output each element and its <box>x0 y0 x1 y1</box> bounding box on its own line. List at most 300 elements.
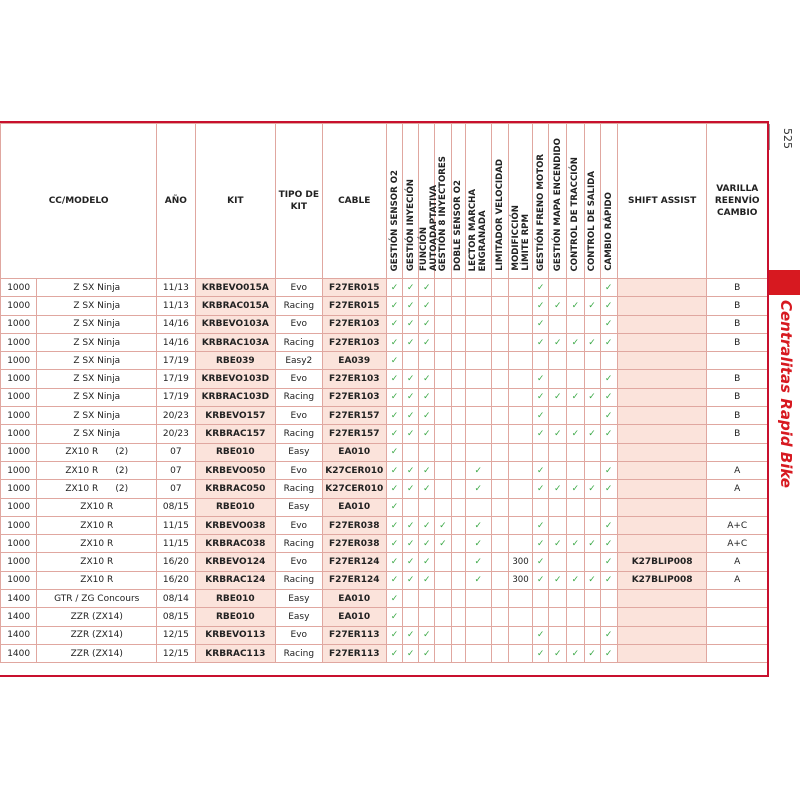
cell-feature <box>403 480 419 498</box>
header-feature: FUNCIÓN AUTOADAPTATIVA <box>419 124 435 279</box>
check-icon: ✓ <box>604 465 613 476</box>
cell-kit: KRBEVO124 <box>195 553 276 571</box>
cell-feature <box>387 461 403 479</box>
cell-feature <box>403 498 419 516</box>
cell-feature <box>465 535 491 553</box>
cell-feature <box>600 571 617 589</box>
cell-year: 17/19 <box>157 352 195 370</box>
cell-kit: RBE010 <box>195 608 276 626</box>
cell-feature <box>465 571 491 589</box>
cell-feature <box>584 352 600 370</box>
cell-feature <box>403 333 419 351</box>
cell-feature <box>491 370 508 388</box>
cell-feature <box>549 608 567 626</box>
check-icon: ✓ <box>390 374 399 385</box>
check-icon: ✓ <box>536 374 545 385</box>
check-icon: ✓ <box>406 538 415 549</box>
cell-feature <box>567 297 584 315</box>
check-icon: ✓ <box>571 429 580 440</box>
cell-feature <box>465 443 491 461</box>
cell-feature <box>387 480 403 498</box>
cell-feature <box>533 407 549 425</box>
cell-feature <box>549 498 567 516</box>
table-row <box>1 333 768 351</box>
cell-feature <box>549 407 567 425</box>
cell-feature <box>387 443 403 461</box>
check-icon: ✓ <box>390 410 399 421</box>
check-icon: ✓ <box>536 648 545 659</box>
cell-feature <box>491 443 508 461</box>
cell-feature <box>387 352 403 370</box>
header-cable: CABLE <box>322 124 387 279</box>
cell-feature <box>584 461 600 479</box>
cell-rod: A+C <box>707 516 768 534</box>
cell-shift-assist <box>617 370 707 388</box>
cell-feature <box>465 315 491 333</box>
cell-kit-type: Racing <box>276 535 322 553</box>
cell-feature <box>491 571 508 589</box>
check-icon: ✓ <box>604 319 613 330</box>
cell-feature <box>600 297 617 315</box>
cell-cc: 1000 <box>1 516 37 534</box>
header-feature: GESTIÓN 8 INYECTORES <box>435 124 451 279</box>
cell-feature <box>465 590 491 608</box>
check-icon: ✓ <box>406 465 415 476</box>
check-icon: ✓ <box>390 300 399 311</box>
cell-cc: 1000 <box>1 297 37 315</box>
cell-feature <box>567 535 584 553</box>
table-row <box>1 370 768 388</box>
cell-feature <box>491 315 508 333</box>
cell-rod <box>707 352 768 370</box>
check-icon: ✓ <box>474 483 482 494</box>
header-cc-model: CC/MODELO <box>1 124 157 279</box>
cell-feature <box>491 407 508 425</box>
check-icon: ✓ <box>406 429 415 440</box>
cell-kit: KRBEVO103D <box>195 370 276 388</box>
cell-feature <box>600 407 617 425</box>
cell-rod: B <box>707 279 768 297</box>
cell-feature <box>549 443 567 461</box>
cell-feature <box>491 333 508 351</box>
cell-kit-type: Evo <box>276 315 322 333</box>
cell-feature <box>584 297 600 315</box>
check-icon: ✓ <box>423 520 431 531</box>
cell-cable: F27ER157 <box>322 407 387 425</box>
cell-year: 14/16 <box>157 315 195 333</box>
check-icon: ✓ <box>604 630 613 641</box>
cell-feature <box>403 388 419 406</box>
cell-feature <box>387 626 403 644</box>
cell-feature <box>584 425 600 443</box>
cell-feature <box>435 297 451 315</box>
cell-feature <box>508 279 532 297</box>
cell-cable: EA010 <box>322 498 387 516</box>
header-kit: KIT <box>195 124 276 279</box>
cell-feature <box>435 333 451 351</box>
cell-feature <box>549 370 567 388</box>
check-icon: ✓ <box>390 465 399 476</box>
cell-feature <box>600 644 617 662</box>
cell-kit: KRBRAC157 <box>195 425 276 443</box>
cell-shift-assist <box>617 443 707 461</box>
cell-feature <box>600 425 617 443</box>
cell-cable: F27ER124 <box>322 553 387 571</box>
check-icon: ✓ <box>554 392 562 403</box>
cell-feature <box>567 498 584 516</box>
check-icon: ✓ <box>390 392 399 403</box>
cell-feature <box>584 535 600 553</box>
header-feature: DOBLE SENSOR O2 <box>451 124 465 279</box>
check-icon: ✓ <box>390 575 399 586</box>
cell-feature <box>549 626 567 644</box>
cell-feature <box>567 370 584 388</box>
cell-kit-type: Racing <box>276 297 322 315</box>
check-icon: ✓ <box>604 429 613 440</box>
check-icon: ✓ <box>554 538 562 549</box>
cell-feature <box>549 590 567 608</box>
cell-feature <box>435 388 451 406</box>
cell-feature <box>465 407 491 425</box>
cell-kit-type: Evo <box>276 370 322 388</box>
cell-model: ZZR (ZX14) <box>37 626 157 644</box>
cell-shift-assist <box>617 626 707 644</box>
check-icon: ✓ <box>604 648 613 659</box>
cell-shift-assist <box>617 590 707 608</box>
cell-feature <box>403 644 419 662</box>
header-feature: MODIFICCIÓN LÍMITE RPM <box>508 124 532 279</box>
table-row <box>1 297 768 315</box>
cell-feature <box>435 608 451 626</box>
cell-feature <box>403 590 419 608</box>
cell-feature <box>435 626 451 644</box>
cell-feature <box>533 553 549 571</box>
cell-feature <box>403 516 419 534</box>
table-row <box>1 388 768 406</box>
cell-feature <box>435 535 451 553</box>
check-icon: ✓ <box>536 483 545 494</box>
cell-kit: KRBRAC113 <box>195 644 276 662</box>
cell-feature <box>567 407 584 425</box>
cell-feature <box>403 626 419 644</box>
cell-feature <box>465 388 491 406</box>
cell-cc: 1000 <box>1 407 37 425</box>
check-icon: ✓ <box>423 630 431 641</box>
cell-feature <box>435 516 451 534</box>
check-icon: ✓ <box>423 337 431 348</box>
check-icon: ✓ <box>423 319 431 330</box>
cell-feature <box>387 553 403 571</box>
cell-feature <box>451 443 465 461</box>
cell-cc: 1000 <box>1 480 37 498</box>
check-icon: ✓ <box>474 557 482 568</box>
cell-kit-type: Racing <box>276 388 322 406</box>
cell-feature <box>435 279 451 297</box>
check-icon: ✓ <box>390 557 399 568</box>
cell-feature <box>533 516 549 534</box>
cell-feature <box>451 425 465 443</box>
cell-rod: B <box>707 315 768 333</box>
cell-feature <box>419 480 435 498</box>
cell-feature <box>419 407 435 425</box>
check-icon: ✓ <box>423 410 431 421</box>
check-icon: ✓ <box>588 648 596 659</box>
cell-feature <box>491 535 508 553</box>
cell-year: 07 <box>157 443 195 461</box>
cell-rod <box>707 443 768 461</box>
cell-model: ZX10 R <box>37 498 157 516</box>
cell-feature <box>549 279 567 297</box>
cell-feature <box>465 553 491 571</box>
cell-feature <box>435 498 451 516</box>
check-icon: ✓ <box>571 392 580 403</box>
cell-feature <box>435 370 451 388</box>
cell-model: Z SX Ninja <box>37 333 157 351</box>
cell-feature <box>491 516 508 534</box>
cell-feature <box>584 608 600 626</box>
cell-feature <box>533 333 549 351</box>
cell-feature <box>387 315 403 333</box>
cell-feature <box>533 480 549 498</box>
cell-feature <box>584 315 600 333</box>
cell-feature <box>584 279 600 297</box>
cell-feature <box>491 425 508 443</box>
cell-kit: KRBRAC050 <box>195 480 276 498</box>
cell-kit: KRBEVO113 <box>195 626 276 644</box>
cell-feature <box>567 480 584 498</box>
cell-rod <box>707 608 768 626</box>
cell-feature <box>567 425 584 443</box>
cell-feature <box>451 553 465 571</box>
cell-rod: B <box>707 333 768 351</box>
cell-feature <box>508 535 532 553</box>
cell-feature <box>451 608 465 626</box>
cell-feature <box>549 480 567 498</box>
cell-cable: F27ER124 <box>322 571 387 589</box>
check-icon: ✓ <box>536 337 545 348</box>
cell-model: GTR / ZG Concours <box>37 590 157 608</box>
header-year: AÑO <box>157 124 195 279</box>
check-icon: ✓ <box>588 429 596 440</box>
cell-rod: A+C <box>707 535 768 553</box>
cell-cc: 1400 <box>1 590 37 608</box>
cell-feature <box>533 279 549 297</box>
cell-feature <box>451 315 465 333</box>
check-icon: ✓ <box>474 465 482 476</box>
check-icon: ✓ <box>423 392 431 403</box>
check-icon: ✓ <box>571 538 580 549</box>
cell-feature <box>419 590 435 608</box>
check-icon: ✓ <box>390 502 399 513</box>
cell-feature <box>584 644 600 662</box>
cell-model: Z SX Ninja <box>37 425 157 443</box>
cell-feature <box>533 443 549 461</box>
header-rod: VARILLA REENVÍO CAMBIO <box>707 124 768 279</box>
bottom-rule <box>0 675 768 677</box>
cell-feature <box>435 425 451 443</box>
check-icon: ✓ <box>536 538 545 549</box>
check-icon: ✓ <box>536 575 545 586</box>
cell-model: ZX10 R <box>37 553 157 571</box>
cell-feature <box>549 571 567 589</box>
cell-model: ZX10 R (2) <box>37 461 157 479</box>
cell-rod: A <box>707 461 768 479</box>
cell-shift-assist <box>617 535 707 553</box>
cell-feature <box>549 297 567 315</box>
cell-feature <box>451 461 465 479</box>
cell-year: 16/20 <box>157 571 195 589</box>
cell-feature <box>387 333 403 351</box>
cell-feature <box>600 388 617 406</box>
table-row <box>1 571 768 589</box>
cell-feature <box>387 407 403 425</box>
cell-model: ZX10 R <box>37 571 157 589</box>
cell-feature <box>465 352 491 370</box>
cell-feature <box>465 425 491 443</box>
header-feature: CONTROL DE SALIDA <box>584 124 600 279</box>
cell-kit: RBE010 <box>195 443 276 461</box>
cell-cable: F27ER015 <box>322 279 387 297</box>
check-icon: ✓ <box>554 575 562 586</box>
cell-feature <box>403 443 419 461</box>
check-icon: ✓ <box>439 520 447 531</box>
cell-feature <box>451 297 465 315</box>
cell-year: 11/15 <box>157 516 195 534</box>
cell-shift-assist <box>617 608 707 626</box>
cell-feature <box>387 644 403 662</box>
cell-feature <box>600 535 617 553</box>
cell-year: 20/23 <box>157 425 195 443</box>
check-icon: ✓ <box>423 465 431 476</box>
cell-cc: 1000 <box>1 461 37 479</box>
check-icon: ✓ <box>423 300 431 311</box>
cell-feature <box>465 333 491 351</box>
header-feature: CONTROL DE TRACCIÓN <box>567 124 584 279</box>
cell-feature <box>387 535 403 553</box>
check-icon: ✓ <box>554 300 562 311</box>
cell-feature <box>435 590 451 608</box>
cell-feature <box>419 626 435 644</box>
check-icon: ✓ <box>536 520 545 531</box>
table-row <box>1 279 768 297</box>
cell-cable: EA010 <box>322 608 387 626</box>
cell-feature <box>584 516 600 534</box>
check-icon: ✓ <box>474 575 482 586</box>
cell-feature <box>600 590 617 608</box>
check-icon: ✓ <box>604 538 613 549</box>
header-feature: GESTIÓN SENSOR O2 <box>387 124 403 279</box>
header-feature: LECTOR MARCHA ENGRANADA <box>465 124 491 279</box>
cell-kit-type: Evo <box>276 553 322 571</box>
cell-kit-type: Easy <box>276 443 322 461</box>
cell-feature <box>600 461 617 479</box>
cell-feature <box>584 480 600 498</box>
table-row <box>1 480 768 498</box>
cell-rod <box>707 644 768 662</box>
cell-feature <box>435 315 451 333</box>
check-icon: ✓ <box>406 300 415 311</box>
cell-feature <box>387 370 403 388</box>
check-icon: ✓ <box>604 520 613 531</box>
cell-feature <box>600 608 617 626</box>
cell-feature <box>435 644 451 662</box>
cell-feature <box>491 590 508 608</box>
cell-shift-assist <box>617 333 707 351</box>
cell-feature <box>491 608 508 626</box>
cell-feature <box>584 626 600 644</box>
cell-feature <box>584 388 600 406</box>
cell-feature <box>435 352 451 370</box>
cell-cc: 1000 <box>1 498 37 516</box>
cell-feature <box>508 370 532 388</box>
cell-feature <box>387 498 403 516</box>
check-icon: ✓ <box>554 648 562 659</box>
check-icon: ✓ <box>423 282 431 293</box>
cell-feature <box>567 315 584 333</box>
cell-feature <box>419 443 435 461</box>
cell-year: 20/23 <box>157 407 195 425</box>
check-icon: ✓ <box>390 429 399 440</box>
cell-year: 11/13 <box>157 297 195 315</box>
cell-feature <box>419 498 435 516</box>
check-icon: ✓ <box>423 575 431 586</box>
table-row <box>1 644 768 662</box>
cell-feature <box>465 279 491 297</box>
cell-year: 11/15 <box>157 535 195 553</box>
cell-feature <box>465 480 491 498</box>
cell-feature <box>387 425 403 443</box>
cell-feature <box>508 443 532 461</box>
cell-feature <box>600 516 617 534</box>
table-row <box>1 553 768 571</box>
check-icon: ✓ <box>406 575 415 586</box>
cell-feature <box>491 352 508 370</box>
cell-year: 16/20 <box>157 553 195 571</box>
cell-year: 17/19 <box>157 370 195 388</box>
cell-kit: RBE010 <box>195 498 276 516</box>
check-icon: ✓ <box>604 557 613 568</box>
cell-feature <box>567 590 584 608</box>
cell-kit: KRBRAC124 <box>195 571 276 589</box>
check-icon: ✓ <box>571 483 580 494</box>
cell-cable: F27ER113 <box>322 626 387 644</box>
check-icon: ✓ <box>536 557 545 568</box>
cell-feature <box>419 279 435 297</box>
cell-feature <box>584 443 600 461</box>
cell-feature <box>387 590 403 608</box>
cell-feature <box>567 608 584 626</box>
cell-year: 08/15 <box>157 498 195 516</box>
check-icon: ✓ <box>406 282 415 293</box>
check-icon: ✓ <box>390 282 399 293</box>
cell-feature <box>508 516 532 534</box>
cell-feature <box>508 553 532 571</box>
cell-feature <box>403 279 419 297</box>
cell-feature <box>419 333 435 351</box>
check-icon: ✓ <box>536 282 545 293</box>
cell-feature <box>567 352 584 370</box>
cell-feature <box>465 370 491 388</box>
cell-feature <box>549 461 567 479</box>
cell-model: ZX10 R (2) <box>37 480 157 498</box>
cell-feature <box>567 461 584 479</box>
cell-feature <box>491 626 508 644</box>
table-row <box>1 608 768 626</box>
cell-feature <box>451 480 465 498</box>
cell-feature <box>549 644 567 662</box>
table-row <box>1 535 768 553</box>
cell-feature <box>419 608 435 626</box>
